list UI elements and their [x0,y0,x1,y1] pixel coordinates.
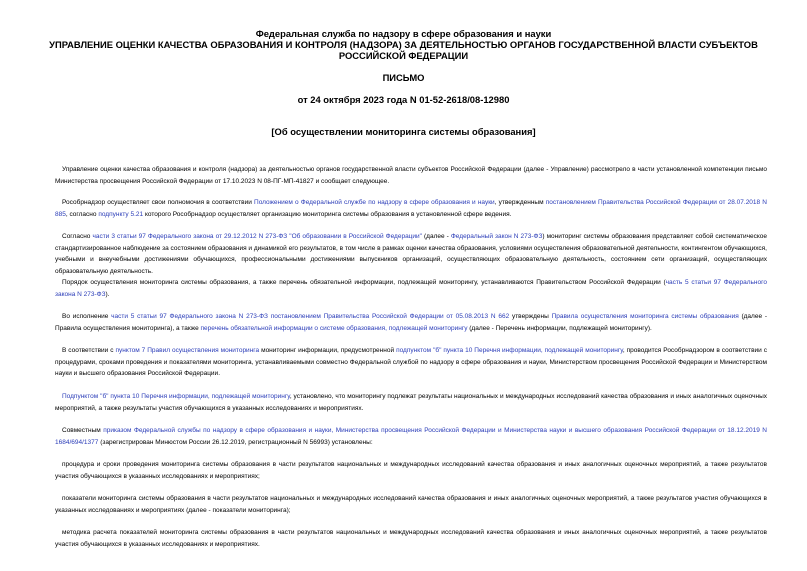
link-article-97-part-5[interactable]: части 5 статьи 97 Федерального закона N 273-ФЗ [111,313,268,320]
paragraph-6: В соответствии с пунктом 7 Правил осуществления мониторинга мониторинг информации, предусмотренной подпунктом "б" пункта 10 Перечня информации, подлежащей мониторингу, проводится Рособрнадзором в соответствии с процедурами, сроками проведения и показателями мониторинга, устанавливаемыми совместно Федеральной службой по надзору в сфере образования и науки, Министерством просвещения Российской Федерации и Министерством науки и высшего образования Российской Федерации. [55,347,768,378]
link-article-97-part-3[interactable]: части 3 статьи 97 Федерального закона от 29.12.2012 N 273-ФЗ "Об образовании в Российской Федерации" [92,233,422,240]
paragraph-11: методика расчета показателей мониторинга системы образования в части результатов национальных и международных исследований качества образования и иных аналогичных оценочных мероприятий, а также результатов участия обучающихся в указанных исследованиях и мероприятиях. [55,529,767,548]
document-date-number: от 24 октября 2023 года N 01-52-2618/08-12980 [297,94,510,105]
paragraph-9: процедура и сроки проведения мониторинга системы образования в части результатов национальных и международных исследований качества образования и иных аналогичных оценочных мероприятий, а также результатов участия обучающихся в указанных исследованиях и мероприятиях; [55,461,767,480]
agency-name: Федеральная служба по надзору в сфере образования и науки [255,28,552,39]
link-mandatory-info-list[interactable]: перечень обязательной информации о системе образования, подлежащей мониторингу [200,324,468,332]
paragraph-7: Подпунктом "б" пункта 10 Перечня информации, подлежащей мониторингу, установлено, что мониторингу подлежат результаты национальных и международных исследований качества образования и иных аналогичных оценочных мероприятий, а также результаты участия обучающихся в указанных исследованиях и мероприятиях. [55,393,767,412]
paragraph-4: Порядок осуществления мониторинга системы образования, а также перечень обязательной информации, подлежащей мониторингу, устанавливаются Правительством Российской Федерации (часть 5 статьи 97 Федерального закона N 273-ФЗ). [55,279,767,298]
link-federal-law-273[interactable]: Федеральный закон N 273-ФЗ [450,233,543,240]
paragraph-2: Рособрнадзор осуществляет свои полномочия в соответствии Положением о Федеральной службе по надзору в сфере образования и науки, утвержденным постановлением Правительства Российской Федерации от 28.07.2018 N 885, согласно подпункту 5.21 которого Рособрнадзор осуществляет организацию мониторинга системы образования в установленной сфере ведения. [55,199,767,218]
paragraph-5: Во исполнение части 5 статьи 97 Федерального закона N 273-ФЗ постановлением Правительства Российской Федерации от 05.08.2013 N 662 утверждены Правила осуществления мониторинга системы образования (далее - Правила осуществления мониторинга), а также перечень обязательной информации о системе образования, подлежащей мониторингу (далее - Перечень информации, подлежащей мониторингу). [55,313,767,332]
link-list-clause-10-b[interactable]: Подпунктом "б" пункта 10 Перечня информации, подлежащей мониторингу [62,393,290,400]
link-government-decree-885[interactable]: постановлением Правительства Российской Федерации от 28.07.2018 N 885 [55,199,767,218]
paragraph-8: Совместным приказом Федеральной службы по надзору в сфере образования и науки, Министерства просвещения Российской Федерации и Министерства науки и высшего образования Российской Федерации от 18.12.2019 N 1684/694/1377 (зарегистрирован Минюстом России 26.12.2019, регистрационный N 56993) установлены: [55,427,767,446]
paragraph-10: показатели мониторинга системы образования в части результатов национальных и международных исследований качества образования и иных аналогичных оценочных мероприятий, а также результатов участия обучающихся в указанных исследованиях и мероприятиях (далее - показатели мониторинга); [55,495,767,514]
link-monitoring-rules[interactable]: Правила осуществления мониторинга системы образования [551,313,739,320]
link-article-97-part-5[interactable]: часть 5 статьи 97 Федерального закона N 273-ФЗ [55,279,767,298]
link-joint-order-1684[interactable]: приказом Федеральной службы по надзору в сфере образования и науки, Министерства просвещения Российской Федерации и Министерства науки и высшего образования Российской Федерации от 18.12.2019 N 1684/694/1377 [55,427,767,446]
link-rules-clause-7[interactable]: пунктом 7 Правил осуществления мониторинга [115,347,260,354]
document-subject: [Об осуществлении мониторинга системы образования] [271,126,536,137]
paragraph-3: Согласно части 3 статьи 97 Федерального закона от 29.12.2012 N 273-ФЗ "Об образовании в Российской Федерации" (далее - Федеральный закон N 273-ФЗ) мониторинг системы образования представляет собой систематическое стандартизированное наблюдение за состоянием образования и динамикой его результатов, в том числе в рамках оценки качества образования, условиями осуществления образовательной деятельности, контингентом обучающихся, учебными и внеучебными достижениями обучающихся, профессиональными достижениями выпускников организаций, осуществляющих образовательную деятельность, состоянием сети организаций, осуществляющих образовательную деятельность. [55,233,767,275]
link-fsnadzor-regulation[interactable]: Положением о Федеральной службе по надзору в сфере образования и науки [254,199,495,206]
department-name-line2: РОССИЙСКОЙ ФЕДЕРАЦИИ [338,50,469,61]
link-list-clause-10-b[interactable]: подпунктом "б" пункта 10 Перечня информации, подлежащей мониторингу [396,347,623,354]
link-subclause-5-21[interactable]: подпункту 5.21 [98,210,144,218]
department-name-line1: УПРАВЛЕНИЕ ОЦЕНКИ КАЧЕСТВА ОБРАЗОВАНИЯ И КОНТРОЛЯ (НАДЗОРА) ЗА ДЕЯТЕЛЬНОСТЬЮ ОРГАНОВ ГОСУДАРСТВЕННОЙ ВЛАСТИ СУБЪЕКТОВ [49,39,758,50]
document-type: ПИСЬМО [382,72,425,83]
link-government-decree-662[interactable]: постановлением Правительства Российской Федерации от 05.08.2013 N 662 [270,313,510,320]
paragraph-1: Управление оценки качества образования и контроля (надзора) за деятельностью органов государственной власти субъектов Российской Федерации (далее - Управление) рассмотрело в части установленной компетенции письмо Министерства просвещения Российской Федерации от 17.10.2023 N 08-ПГ-МП-41827 и сообщает следующее. [55,166,767,185]
